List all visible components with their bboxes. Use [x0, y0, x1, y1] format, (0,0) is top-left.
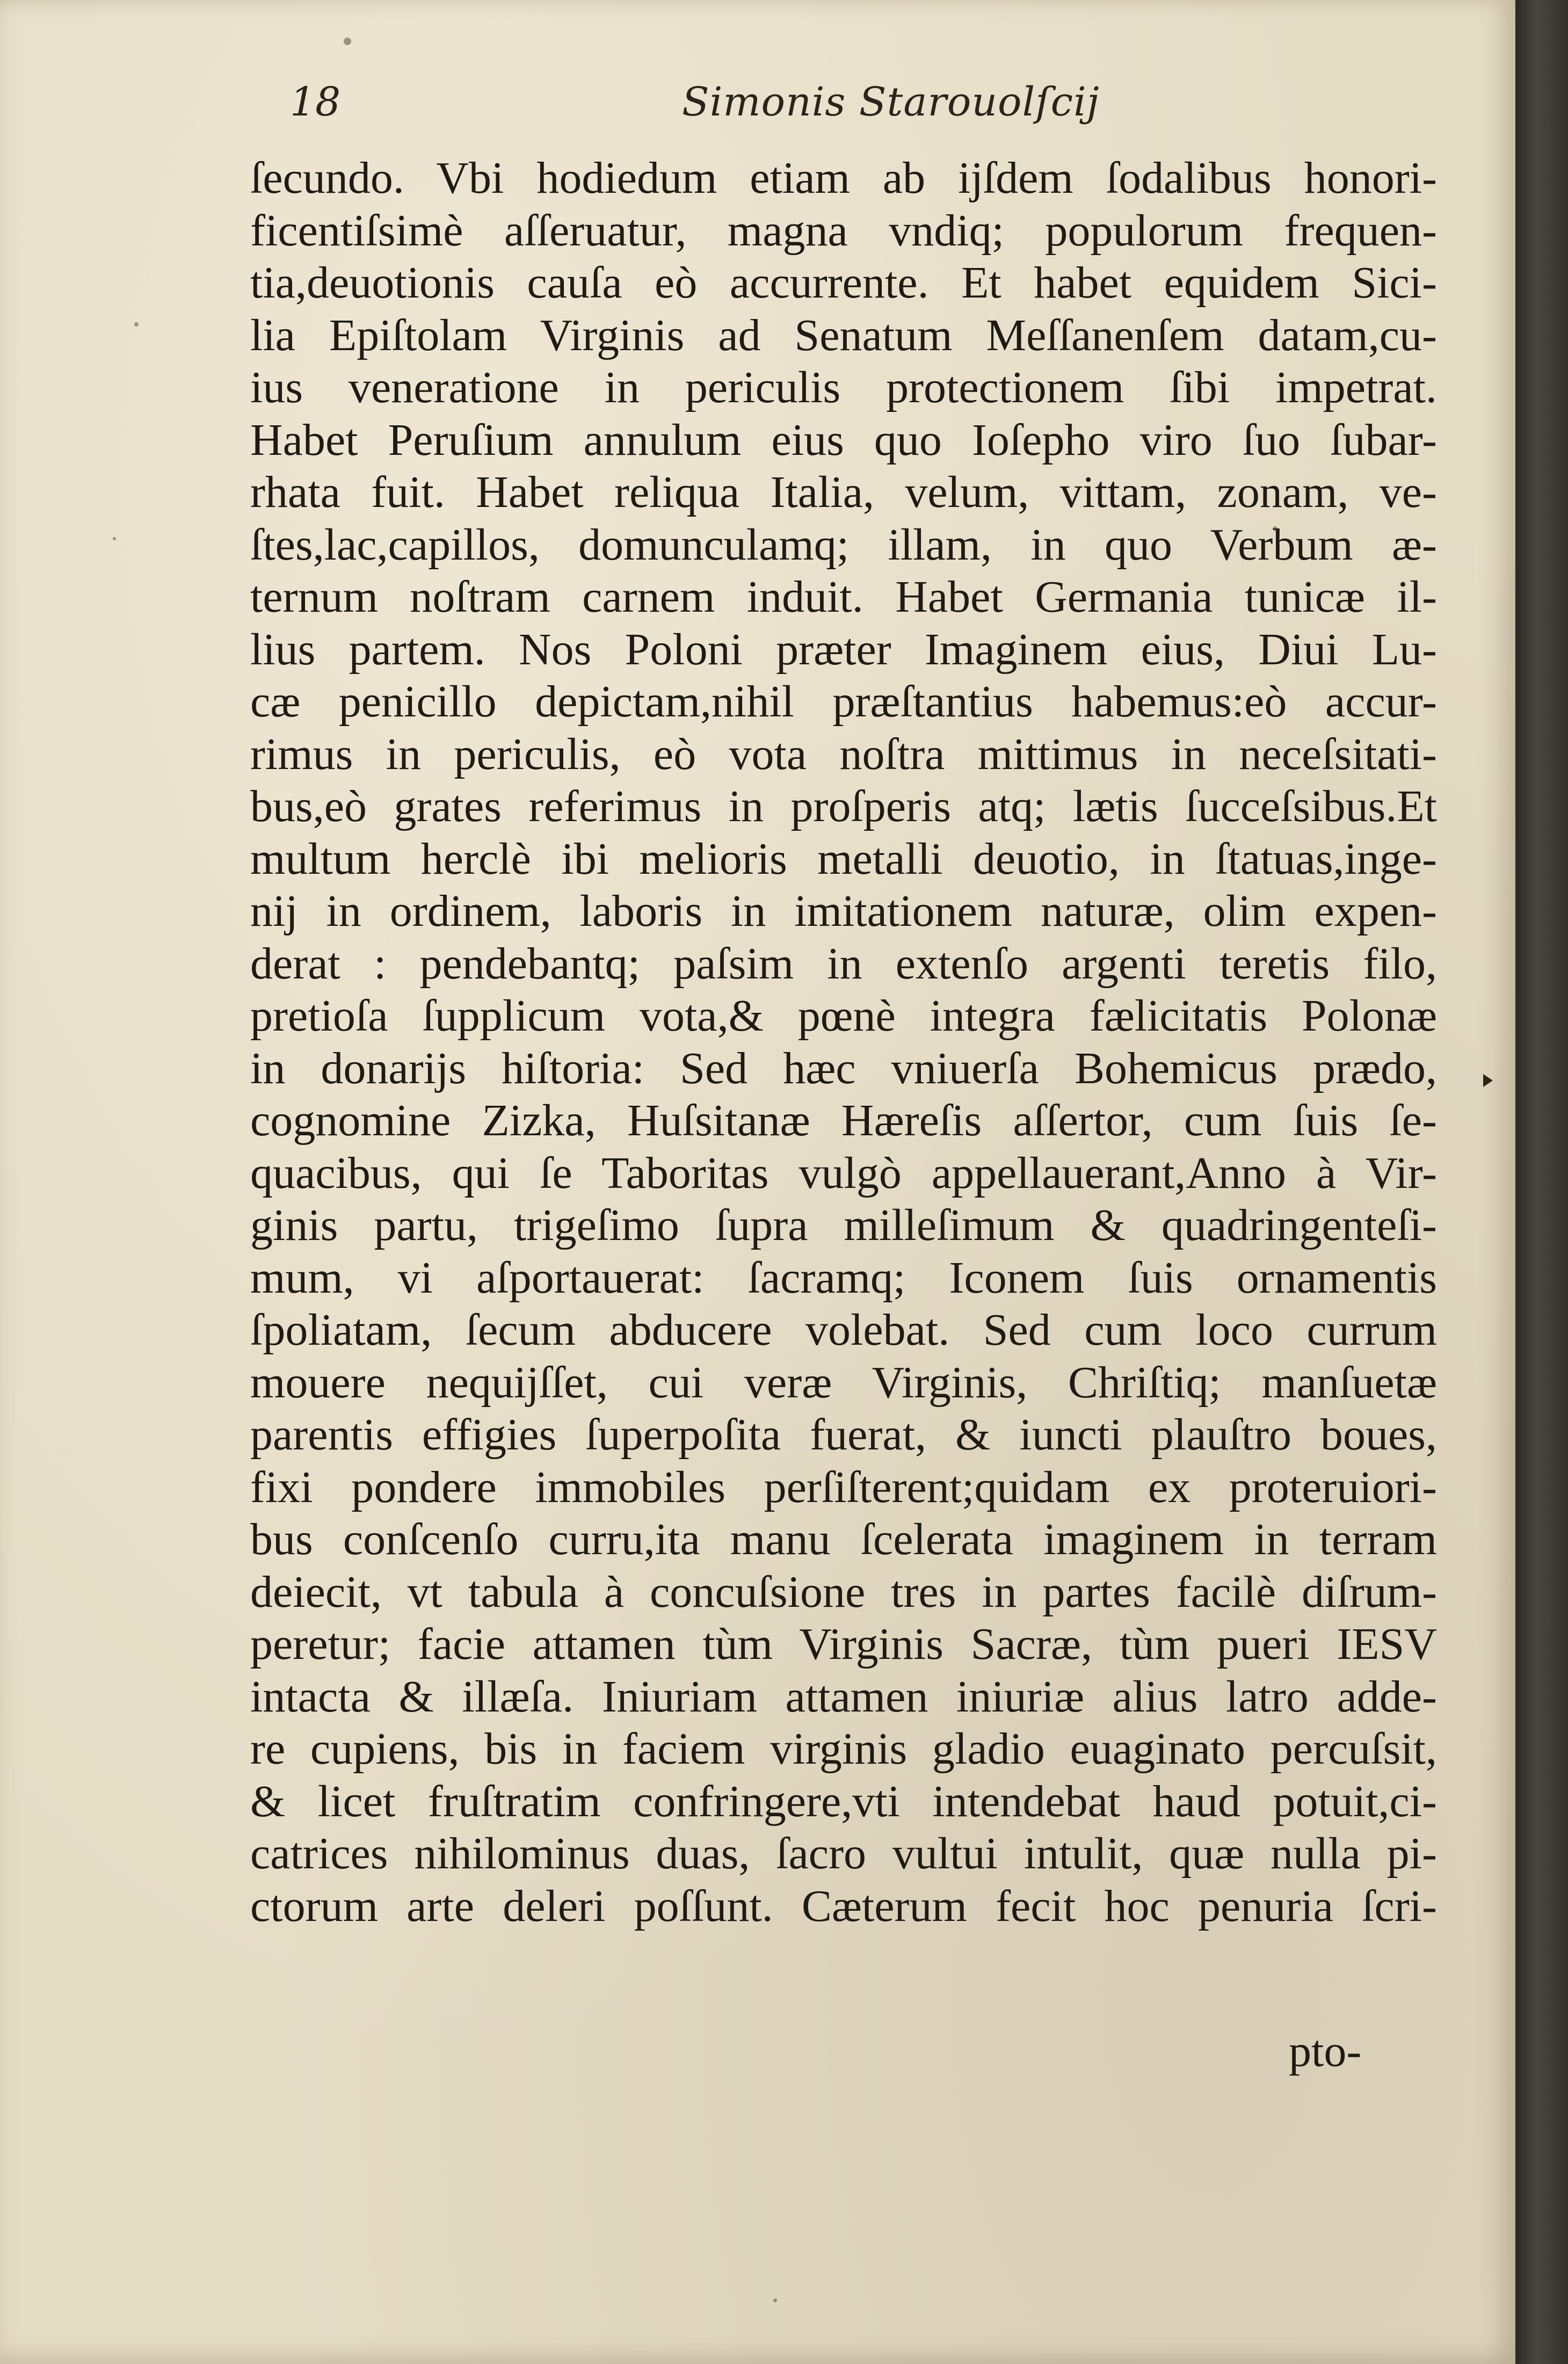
text-line: & licet fruſtratim confringere,vti intendebat haud potuit,ci- — [250, 1776, 1437, 1826]
paper-speck — [134, 322, 139, 327]
text-line: rhata fuit. Habet reliqua Italia, velum, vittam, zonam, ve- — [250, 467, 1437, 517]
text-line: parentis effigies ſuperpoſita fuerat, & iuncti plauſtro boues, — [250, 1410, 1437, 1460]
text-line: Habet Peruſium annulum eius quo Ioſepho viro ſuo ſubar- — [250, 415, 1437, 465]
text-line: mum, vi aſportauerat: ſacramq; Iconem ſuis ornamentis — [250, 1252, 1437, 1303]
paper-speck — [773, 2298, 777, 2302]
text-line: quacibus, qui ſe Taboritas vulgò appellauerant,Anno à Vir- — [250, 1148, 1437, 1198]
text-line: cognomine Zizka, Huſsitanæ Hæreſis aſſertor, cum ſuis ſe- — [250, 1096, 1437, 1145]
page-number: 18 — [290, 79, 341, 125]
text-line: cæ penicillo depictam,nihil præſtantius habemus:eò accur- — [250, 677, 1437, 727]
catchword: pto- — [1289, 2026, 1362, 2076]
text-line: ſpoliatam, ſecum abducere volebat. Sed cum loco currum — [250, 1305, 1437, 1355]
text-line: ſecundo. Vbi hodiedum etiam ab ijſdem ſodalibus honori- — [250, 153, 1437, 203]
paper-speck — [344, 38, 351, 45]
page-header — [290, 75, 1310, 134]
text-line: ginis partu, trigeſimo ſupra milleſimum & quadringenteſi- — [250, 1200, 1437, 1250]
text-line: lius partem. Nos Poloni præter Imaginem eius, Diui Lu- — [250, 624, 1437, 675]
text-line: rimus in periculis, eò vota noſtra mittimus in neceſsitati- — [250, 729, 1437, 779]
text-line: catrices nihilominus duas, ſacro vultui intulit, quæ nulla pi- — [250, 1829, 1437, 1879]
text-line: ius veneratione in periculis protectionem ſibi impetrat. — [250, 362, 1437, 412]
text-line: intacta & illæſa. Iniuriam attamen iniuriæ alius latro adde- — [250, 1671, 1437, 1722]
text-line: ctorum arte deleri poſſunt. Cæterum fecit hoc penuria ſcri- — [250, 1881, 1437, 1931]
text-line: derat : pendebantq; paſsim in extenſo argenti teretis filo, — [250, 938, 1437, 989]
text-line: re cupiens, bis in faciem virginis gladio euaginato percuſsit, — [250, 1724, 1437, 1774]
margin-pointer-mark — [1483, 1074, 1493, 1087]
text-line: lia Epiſtolam Virginis ad Senatum Meſſanenſem datam,cu- — [250, 310, 1437, 360]
text-line: ſtes,lac,capillos, domunculamq; illam, in quo Verbum æ- — [250, 519, 1437, 570]
text-line: peretur; facie attamen tùm Virginis Sacræ, tùm pueri IESV — [250, 1619, 1437, 1669]
text-line: nij in ordinem, laboris in imitationem naturæ, olim expen- — [250, 886, 1437, 936]
book-edge — [1515, 0, 1568, 2364]
text-line: fixi pondere immobiles perſiſterent;quidam ex proteruiori- — [250, 1462, 1437, 1512]
text-line: bus,eò grates referimus in proſperis atq; lætis ſucceſsibus.Et — [250, 781, 1437, 831]
text-line: bus conſcenſo curru,ita manu ſcelerata imaginem in terram — [250, 1514, 1437, 1564]
text-line: ternum noſtram carnem induit. Habet Germania tunicæ il- — [250, 572, 1437, 622]
text-line: ficentiſsimè aſſeruatur, magna vndiq; populorum frequen- — [250, 205, 1437, 256]
text-line: deiecit, vt tabula à concuſsione tres in partes facilè diſrum- — [250, 1567, 1437, 1617]
text-line: tia,deuotionis cauſa eò accurrente. Et habet equidem Sici- — [250, 258, 1437, 308]
paper-speck — [113, 537, 116, 540]
text-line: in donarijs hiſtoria: Sed hæc vniuerſa Bohemicus prædo, — [250, 1043, 1437, 1093]
text-line: mouere nequijſſet, cui veræ Virginis, Chriſtiq; manſuetæ — [250, 1357, 1437, 1408]
text-line: multum herclè ibi melioris metalli deuotio, in ſtatuas,inge- — [250, 833, 1437, 884]
running-title: Simonis Starouolſcij — [682, 79, 1100, 125]
body-text — [250, 152, 1437, 1932]
text-line: pretioſa ſupplicum vota,& pœnè integra fælicitatis Polonæ — [250, 991, 1437, 1041]
paper-speck — [1273, 526, 1277, 531]
